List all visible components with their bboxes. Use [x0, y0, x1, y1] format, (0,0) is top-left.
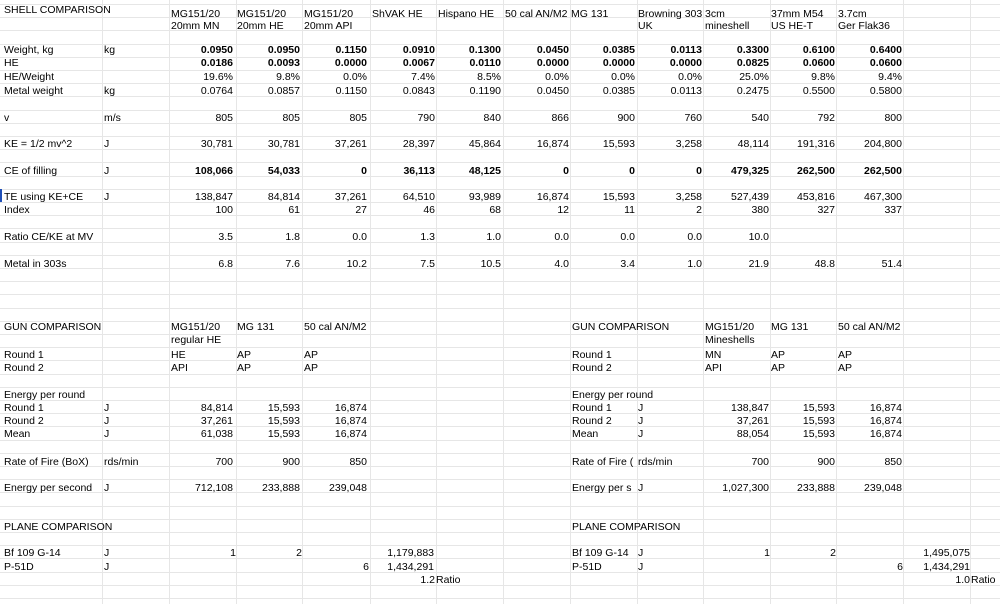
grid-row-line [0, 347, 1000, 348]
grid-row-line [0, 189, 1000, 190]
grid-row-line [0, 545, 1000, 546]
shell-value: 380 [751, 204, 769, 216]
ratio-value: 1.0 [955, 574, 970, 586]
gun-column-header: Mineshells [705, 334, 755, 346]
shell-column-header: US HE-T [771, 20, 813, 32]
grid-row-line [0, 479, 1000, 480]
energy-value: 15,593 [267, 415, 300, 427]
round-type: MN [705, 349, 722, 361]
shell-value: 262,500 [797, 165, 835, 177]
energy-value: 16,874 [334, 428, 367, 440]
shell-value: 0.0950 [267, 44, 300, 56]
shell-value: 760 [684, 112, 702, 124]
shell-column-header: ShVAK HE [372, 8, 423, 20]
ratio-value: 1.2 [420, 574, 435, 586]
eps-value: 233,888 [262, 482, 300, 494]
shell-value: 0.0 [554, 231, 569, 243]
shell-value: 0.0857 [267, 85, 300, 97]
shell-value: 0.0385 [602, 44, 635, 56]
grid-col-line [102, 0, 103, 604]
round-type: AP [838, 349, 853, 361]
grid-row-line [0, 453, 1000, 454]
ratio-label: Ratio [971, 574, 996, 586]
plane-energy: 1,434,291 [387, 561, 434, 573]
row-label: Ratio CE/KE at MV [4, 231, 94, 243]
shell-value: 337 [884, 204, 902, 216]
shell-value: 51.4 [881, 258, 902, 270]
shell-comparison-title: SHELL COMPARISON [4, 4, 111, 16]
shell-value: 0.6400 [869, 44, 902, 56]
row-label: HE [4, 57, 19, 69]
shell-value: 84,814 [267, 191, 300, 203]
row-unit: J [104, 402, 110, 414]
shell-value: 30,781 [267, 138, 300, 150]
row-label: Energy per second [4, 482, 93, 494]
shell-value: 9.8% [276, 71, 300, 83]
energy-value: 16,874 [334, 402, 367, 414]
shell-column-header: 20mm API [304, 20, 353, 32]
grid-row-line [0, 228, 1000, 229]
row-label: Round 2 [4, 415, 44, 427]
shell-value: 540 [751, 112, 769, 124]
shell-value: 805 [215, 112, 233, 124]
shell-value: 45,864 [468, 138, 501, 150]
grid-row-line [0, 519, 1000, 520]
energy-value: 37,261 [736, 415, 769, 427]
gun-comparison-title: GUN COMPARISON [572, 321, 670, 333]
shell-value: 0.2475 [736, 85, 769, 97]
plane-label: Bf 109 G-14 [4, 547, 61, 559]
shell-value: 10.2 [346, 258, 367, 270]
shell-value: 4.0 [554, 258, 569, 270]
shell-value: 0.1150 [335, 85, 367, 97]
energy-value: 88,054 [736, 428, 769, 440]
shell-value: 0.0000 [602, 57, 635, 69]
shell-value: 0.0910 [402, 44, 435, 56]
shell-value: 327 [817, 204, 835, 216]
gun-column-header: MG 131 [237, 321, 275, 333]
plane-comparison-title: PLANE COMPARISON [572, 521, 681, 533]
row-unit: m/s [104, 112, 121, 124]
rof-value: 850 [349, 456, 367, 468]
gun-count: 1 [764, 547, 770, 559]
row-unit: J [638, 482, 644, 494]
gun-column-header: 50 cal AN/M2 [838, 321, 901, 333]
shell-value: 866 [551, 112, 569, 124]
plane-energy: 1,179,883 [387, 547, 434, 559]
shell-column-header: 3cm [705, 8, 725, 20]
gun-count: 1 [230, 547, 236, 559]
grid-row-line [0, 255, 1000, 256]
grid-row-line [0, 281, 1000, 282]
shell-value: 0.1300 [468, 44, 501, 56]
shell-value: 0.0450 [536, 44, 569, 56]
row-label: Round 1 [4, 402, 44, 414]
shell-value: 262,500 [864, 165, 902, 177]
shell-value: 9.4% [878, 71, 902, 83]
shell-value: 37,261 [334, 191, 367, 203]
row-label: TE using KE+CE [4, 191, 84, 203]
shell-value: 0.0450 [536, 85, 569, 97]
shell-value: 0.5500 [802, 85, 835, 97]
shell-column-header: 20mm HE [237, 20, 284, 32]
shell-value: 805 [349, 112, 367, 124]
shell-value: 0 [563, 165, 569, 177]
shell-value: 64,510 [402, 191, 435, 203]
rof-value: 850 [884, 456, 902, 468]
grid-row-line [0, 585, 1000, 586]
grid-row-line [0, 400, 1000, 401]
grid-row-line [0, 532, 1000, 533]
row-label: Round 2 [4, 362, 44, 374]
round-type: AP [771, 349, 786, 361]
shell-value: 1.0 [486, 231, 501, 243]
shell-column-header: MG151/20 [171, 8, 221, 20]
row-label: Metal weight [4, 85, 63, 97]
gun-column-header: MG151/20 [171, 321, 221, 333]
row-unit: rds/min [104, 456, 139, 468]
energy-value: 61,038 [200, 428, 233, 440]
shell-value: 0.0 [620, 231, 635, 243]
shell-value: 0.0067 [402, 57, 435, 69]
shell-value: 2 [696, 204, 702, 216]
row-label: Round 1 [4, 349, 44, 361]
shell-column-header: 37mm M54 [771, 8, 824, 20]
plane-energy: 1,495,075 [923, 547, 970, 559]
shell-value: 12 [557, 204, 569, 216]
energy-value: 84,814 [200, 402, 233, 414]
rof-value: 900 [817, 456, 835, 468]
shell-value: 0.0843 [402, 85, 435, 97]
shell-value: 93,989 [468, 191, 501, 203]
round-type: HE [171, 349, 186, 361]
gun-count: 2 [296, 547, 302, 559]
shell-value: 48,125 [468, 165, 501, 177]
ratio-label: Ratio [436, 574, 461, 586]
shell-value: 16,874 [536, 191, 569, 203]
gun-comparison-title: GUN COMPARISON [4, 321, 102, 333]
shell-value: 0.0000 [536, 57, 569, 69]
energy-value: 15,593 [267, 402, 300, 414]
row-unit: J [104, 561, 110, 573]
shell-value: 0.1190 [469, 85, 501, 97]
row-label: KE = 1/2 mv^2 [4, 138, 73, 150]
shell-value: 0.5800 [869, 85, 902, 97]
rof-value: 900 [282, 456, 300, 468]
shell-value: 61 [288, 204, 300, 216]
shell-value: 1.8 [285, 231, 300, 243]
shell-column-header: 20mm MN [171, 20, 220, 32]
round-type: AP [237, 362, 252, 374]
shell-value: 0.0764 [200, 85, 233, 97]
plane-label: Bf 109 G-14 [572, 547, 629, 559]
shell-value: 108,066 [195, 165, 233, 177]
row-unit: J [638, 428, 644, 440]
shell-value: 0.0186 [200, 57, 233, 69]
gun-column-header: MG 131 [771, 321, 809, 333]
shell-value: 0.1150 [335, 44, 367, 56]
row-label: CE of filling [4, 165, 58, 177]
gun-count: 2 [830, 547, 836, 559]
shell-value: 0.0093 [267, 57, 300, 69]
row-label: v [4, 112, 10, 124]
eps-value: 233,888 [797, 482, 835, 494]
grid-row-line [0, 558, 1000, 559]
shell-value: 0.0825 [736, 57, 769, 69]
shell-value: 48,114 [737, 138, 769, 150]
round-type: API [705, 362, 722, 374]
shell-value: 27 [355, 204, 367, 216]
row-unit: J [638, 561, 644, 573]
grid-row-line [0, 506, 1000, 507]
row-label: Energy per s [572, 482, 632, 494]
gun-count: 6 [897, 561, 903, 573]
plane-label: P-51D [572, 561, 602, 573]
shell-value: 0.0% [678, 71, 702, 83]
row-label: Round 1 [572, 402, 612, 414]
row-label: Energy per round [572, 389, 654, 401]
energy-value: 16,874 [869, 402, 902, 414]
shell-value: 0.0% [611, 71, 635, 83]
row-label: HE/Weight [4, 71, 54, 83]
shell-value: 0.0385 [602, 85, 635, 97]
shell-value: 16,874 [536, 138, 569, 150]
shell-value: 800 [884, 112, 902, 124]
shell-value: 0.0113 [670, 85, 702, 97]
shell-column-header: 50 cal AN/M2 [505, 8, 568, 20]
shell-value: 30,781 [200, 138, 233, 150]
shell-column-header: MG151/20 [237, 8, 287, 20]
shell-column-header: Ger Flak36 [838, 20, 890, 32]
energy-value: 15,593 [802, 428, 835, 440]
shell-value: 0 [629, 165, 635, 177]
row-unit: J [104, 547, 110, 559]
shell-value: 0.0600 [869, 57, 902, 69]
shell-value: 7.6 [285, 258, 300, 270]
row-unit: J [638, 415, 644, 427]
row-label: Rate of Fire ( [572, 456, 634, 468]
shell-value: 527,439 [731, 191, 769, 203]
shell-value: 0.0% [343, 71, 367, 83]
grid-col-line [970, 0, 971, 604]
shell-column-header: MG151/20 [304, 8, 354, 20]
shell-value: 792 [817, 112, 835, 124]
energy-value: 138,847 [731, 402, 769, 414]
plane-comparison-title: PLANE COMPARISON [4, 521, 113, 533]
shell-value: 8.5% [477, 71, 501, 83]
shell-value: 6.8 [218, 258, 233, 270]
row-unit: kg [104, 85, 116, 97]
row-unit: J [638, 547, 644, 559]
shell-column-header: UK [638, 20, 653, 32]
shell-column-header: Browning 303 [638, 8, 703, 20]
eps-value: 239,048 [864, 482, 902, 494]
grid-row-line [0, 387, 1000, 388]
shell-value: 19.6% [203, 71, 233, 83]
shell-value: 15,593 [602, 138, 635, 150]
shell-value: 0.0 [687, 231, 702, 243]
gun-column-header: 50 cal AN/M2 [304, 321, 367, 333]
energy-value: 15,593 [802, 402, 835, 414]
shell-value: 0.0 [352, 231, 367, 243]
energy-value: 16,874 [869, 415, 902, 427]
active-cell-indicator [0, 189, 2, 202]
shell-value: 10.0 [748, 231, 769, 243]
shell-value: 900 [617, 112, 635, 124]
row-unit: J [104, 138, 110, 150]
shell-value: 3.4 [620, 258, 635, 270]
eps-value: 712,108 [195, 482, 233, 494]
row-label: Round 1 [572, 349, 612, 361]
shell-value: 37,261 [334, 138, 367, 150]
shell-value: 100 [215, 204, 233, 216]
shell-value: 0.6100 [802, 44, 835, 56]
row-unit: J [104, 191, 110, 203]
eps-value: 1,027,300 [722, 482, 769, 494]
round-type: AP [771, 362, 786, 374]
shell-column-header: Hispano HE [438, 8, 495, 20]
row-unit: J [104, 165, 110, 177]
shell-column-header: mineshell [705, 20, 750, 32]
row-unit: rds/min [638, 456, 673, 468]
shell-value: 0.0950 [200, 44, 233, 56]
row-label: Rate of Fire (BoX) [4, 456, 89, 468]
shell-value: 0.0000 [669, 57, 702, 69]
grid-row-line [0, 110, 1000, 111]
grid-col-line [903, 0, 904, 604]
grid-row-line [0, 4, 1000, 5]
grid-row-line [0, 598, 1000, 599]
shell-value: 790 [417, 112, 435, 124]
shell-value: 138,847 [195, 191, 233, 203]
row-unit: J [104, 482, 110, 494]
shell-value: 15,593 [602, 191, 635, 203]
shell-value: 1.3 [420, 231, 435, 243]
shell-value: 3,258 [675, 191, 702, 203]
energy-value: 15,593 [802, 415, 835, 427]
energy-value: 16,874 [869, 428, 902, 440]
shell-column-header: MG 131 [571, 8, 609, 20]
grid-row-line [0, 334, 1000, 335]
shell-value: 54,033 [267, 165, 300, 177]
shell-value: 453,816 [797, 191, 835, 203]
shell-value: 7.4% [411, 71, 435, 83]
shell-value: 805 [282, 112, 300, 124]
rof-value: 700 [215, 456, 233, 468]
shell-value: 1.0 [687, 258, 702, 270]
shell-value: 21.9 [748, 258, 769, 270]
shell-value: 0 [696, 165, 702, 177]
row-unit: kg [104, 44, 116, 56]
shell-value: 0.0113 [670, 44, 702, 56]
row-label: Index [4, 204, 30, 216]
shell-value: 0.0600 [802, 57, 835, 69]
grid-row-line [0, 308, 1000, 309]
shell-value: 0.0000 [334, 57, 367, 69]
shell-value: 3.5 [218, 231, 233, 243]
rof-value: 700 [751, 456, 769, 468]
row-label: Round 2 [572, 362, 612, 374]
shell-value: 840 [483, 112, 501, 124]
round-type: AP [237, 349, 252, 361]
shell-value: 46 [423, 204, 435, 216]
shell-value: 467,300 [864, 191, 902, 203]
round-type: AP [838, 362, 853, 374]
shell-value: 10.5 [480, 258, 501, 270]
row-label: Metal in 303s [4, 258, 67, 270]
grid-row-line [0, 294, 1000, 295]
shell-value: 7.5 [420, 258, 435, 270]
shell-value: 0 [361, 165, 367, 177]
shell-value: 68 [489, 204, 501, 216]
shell-value: 0.0110 [469, 57, 501, 69]
row-unit: J [638, 402, 644, 414]
shell-value: 11 [624, 204, 635, 216]
shell-value: 0.3300 [736, 44, 769, 56]
row-label: Weight, kg [4, 44, 54, 56]
row-label: Round 2 [572, 415, 612, 427]
shell-value: 25.0% [739, 71, 769, 83]
shell-value: 204,800 [864, 138, 902, 150]
gun-column-header: regular HE [171, 334, 222, 346]
row-label: Mean [572, 428, 599, 440]
shell-value: 3,258 [675, 138, 702, 150]
grid-row-line [0, 162, 1000, 163]
gun-column-header: MG151/20 [705, 321, 755, 333]
energy-value: 16,874 [334, 415, 367, 427]
row-label: Energy per round [4, 389, 86, 401]
energy-value: 37,261 [200, 415, 233, 427]
grid-row-line [0, 136, 1000, 137]
row-unit: J [104, 428, 110, 440]
shell-value: 48.8 [814, 258, 835, 270]
row-unit: J [104, 415, 110, 427]
plane-label: P-51D [4, 561, 34, 573]
shell-value: 479,325 [731, 165, 769, 177]
shell-value: 191,316 [797, 138, 835, 150]
shell-value: 28,397 [402, 138, 435, 150]
eps-value: 239,048 [329, 482, 367, 494]
energy-value: 15,593 [267, 428, 300, 440]
round-type: AP [304, 362, 319, 374]
round-type: AP [304, 349, 319, 361]
shell-value: 0.0% [545, 71, 569, 83]
shell-column-header: 3.7cm [838, 8, 867, 20]
gun-count: 6 [363, 561, 369, 573]
row-label: Mean [4, 428, 31, 440]
round-type: API [171, 362, 188, 374]
shell-value: 9.8% [811, 71, 835, 83]
plane-energy: 1,434,291 [923, 561, 970, 573]
shell-value: 36,113 [403, 165, 435, 177]
